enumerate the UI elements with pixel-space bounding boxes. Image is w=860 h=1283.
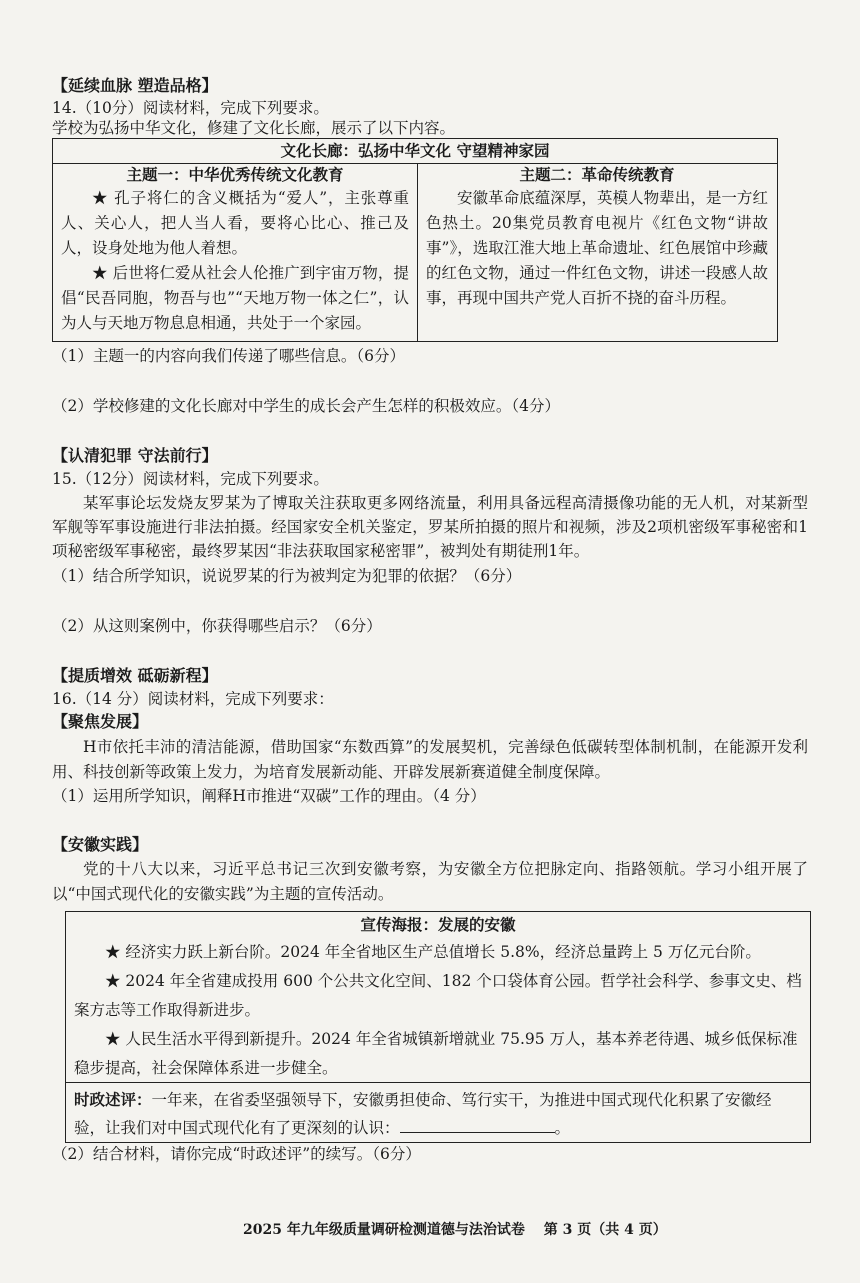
theme-one-cell — [53, 164, 418, 342]
question-14-stem: 14.（10分）阅读材料，完成下列要求。 — [52, 99, 329, 117]
theme-one-paragraph-2: ★ 后世将仁爱从社会人伦推广到宇宙万物，提倡“民吾同胞，物吾与也”“天地万物一体之仁”，认为人与天地万物息息相通，共处于一个家园。 — [61, 264, 409, 332]
poster-item-economy: ★ 经济实力跃上新台阶。2024 年全省地区生产总值增长 5.8%，经济总量跨上 5 万亿元台阶。 — [105, 943, 761, 961]
question-16-part-2: （2）结合材料，请你完成“时政述评”的续写。（6分） — [52, 1145, 421, 1163]
propaganda-poster-box — [65, 911, 811, 1143]
question-15-material: 某军事论坛发烧友罗某为了博取关注获取更多网络流量，利用具备远程高清摄像功能的无人机，对某新型军舰等军事设施进行非法拍摄。经国家安全机关鉴定，罗某所拍摄的照片和视频，涉及2项机密级军事秘密和1项秘密级军事秘密，最终罗某因“非法获取国家秘密罪”，被判处有期徒刑1年。 — [52, 494, 808, 560]
question-14-part-1: （1）主题一的内容向我们传递了哪些信息。（6分） — [52, 347, 405, 365]
question-16-material-2: 党的十八大以来，习近平总书记三次到安徽考察，为安徽全方位把脉定向、指路领航。学习小组开展了以“中国式现代化的安徽实践”为主题的宣传活动。 — [52, 860, 808, 903]
question-16-material-1: H市依托丰沛的清洁能源，借助国家“东数西算”的发展契机，完善绿色低碳转型体制机制，在能源开发利用、科技创新等政策上发力，为培育发展新动能、开辟发展新赛道健全制度保障。 — [52, 738, 808, 781]
commentary-end: 。 — [554, 1119, 571, 1137]
section-heading-q16: 【提质增效 砥砺新程】 — [52, 666, 218, 685]
page-footer: 2025 年九年级质量调研检测道德与法治试卷 第 3 页（共 4 页） — [243, 1222, 667, 1238]
question-16-part-1: （1）运用所学知识，阐释H市推进“双碳”工作的理由。（4 分） — [52, 787, 486, 805]
answer-blank[interactable] — [400, 1114, 555, 1133]
question-15-stem: 15.（12分）阅读材料，完成下列要求。 — [52, 470, 329, 488]
subsection-anhui-practice: 【安徽实践】 — [52, 835, 149, 854]
theme-two-cell — [418, 164, 776, 342]
commentary-text: 一年来，在省委坚强领导下，安徽勇担使命、笃行实干，为推进中国式现代化积累了安徽经验，让我们对中国式现代化有了更深刻的认识： — [74, 1091, 772, 1137]
poster-item-culture: ★ 2024 年全省建成投用 600 个公共文化空间、182 个口袋体育公园。哲学社会科学、参事文史、档案方志等工作取得新进步。 — [74, 972, 802, 1019]
question-14-part-2: （2）学校修建的文化长廊对中学生的成长会产生怎样的积极效应。（4分） — [52, 397, 560, 415]
poster-divider — [66, 1082, 810, 1083]
culture-corridor-table — [52, 138, 778, 342]
question-15-part-1: （1）结合所学知识，说说罗某的行为被判定为犯罪的依据？（6分） — [52, 567, 522, 585]
section-heading-q14: 【延续血脉 塑造品格】 — [52, 76, 218, 95]
section-heading-q15: 【认清犯罪 守法前行】 — [52, 446, 218, 465]
theme-one-heading: 主题一：中华优秀传统文化教育 — [126, 165, 344, 184]
question-16-stem: 16.（14 分）阅读材料，完成下列要求： — [52, 690, 334, 708]
question-15-part-2: （2）从这则案例中，你获得哪些启示？（6分） — [52, 617, 382, 635]
question-14-intro: 学校为弘扬中华文化，修建了文化长廊，展示了以下内容。 — [52, 119, 456, 137]
commentary-block — [74, 1086, 802, 1142]
theme-two-paragraph: 安徽革命底蕴深厚，英模人物辈出，是一方红色热土。20集党员教育电视片《红色文物“讲故事”》，选取江淮大地上革命遗址、红色展馆中珍藏的红色文物，通过一件红色文物，讲述一段感人故事，再现中国共产党人百折不挠的奋斗历程。 — [426, 189, 768, 307]
poster-title: 宣传海报：发展的安徽 — [360, 915, 516, 934]
theme-one-paragraph-1: ★ 孔子将仁的含义概括为“爱人”，主张尊重人、关心人，把人当人看，要将心比心、推己及人，设身处地为他人着想。 — [61, 189, 409, 257]
subsection-focus-development: 【聚焦发展】 — [52, 712, 149, 731]
poster-item-livelihood: ★ 人民生活水平得到新提升。2024 年全省城镇新增就业 75.95 万人，基本养老待遇、城乡低保标准稳步提高，社会保障体系进一步健全。 — [74, 1030, 798, 1077]
table-title: 文化长廊：弘扬中华文化 守望精神家园 — [53, 139, 777, 164]
theme-two-heading: 主题二：革命传统教育 — [519, 165, 675, 184]
commentary-label: 时政述评： — [74, 1090, 152, 1109]
